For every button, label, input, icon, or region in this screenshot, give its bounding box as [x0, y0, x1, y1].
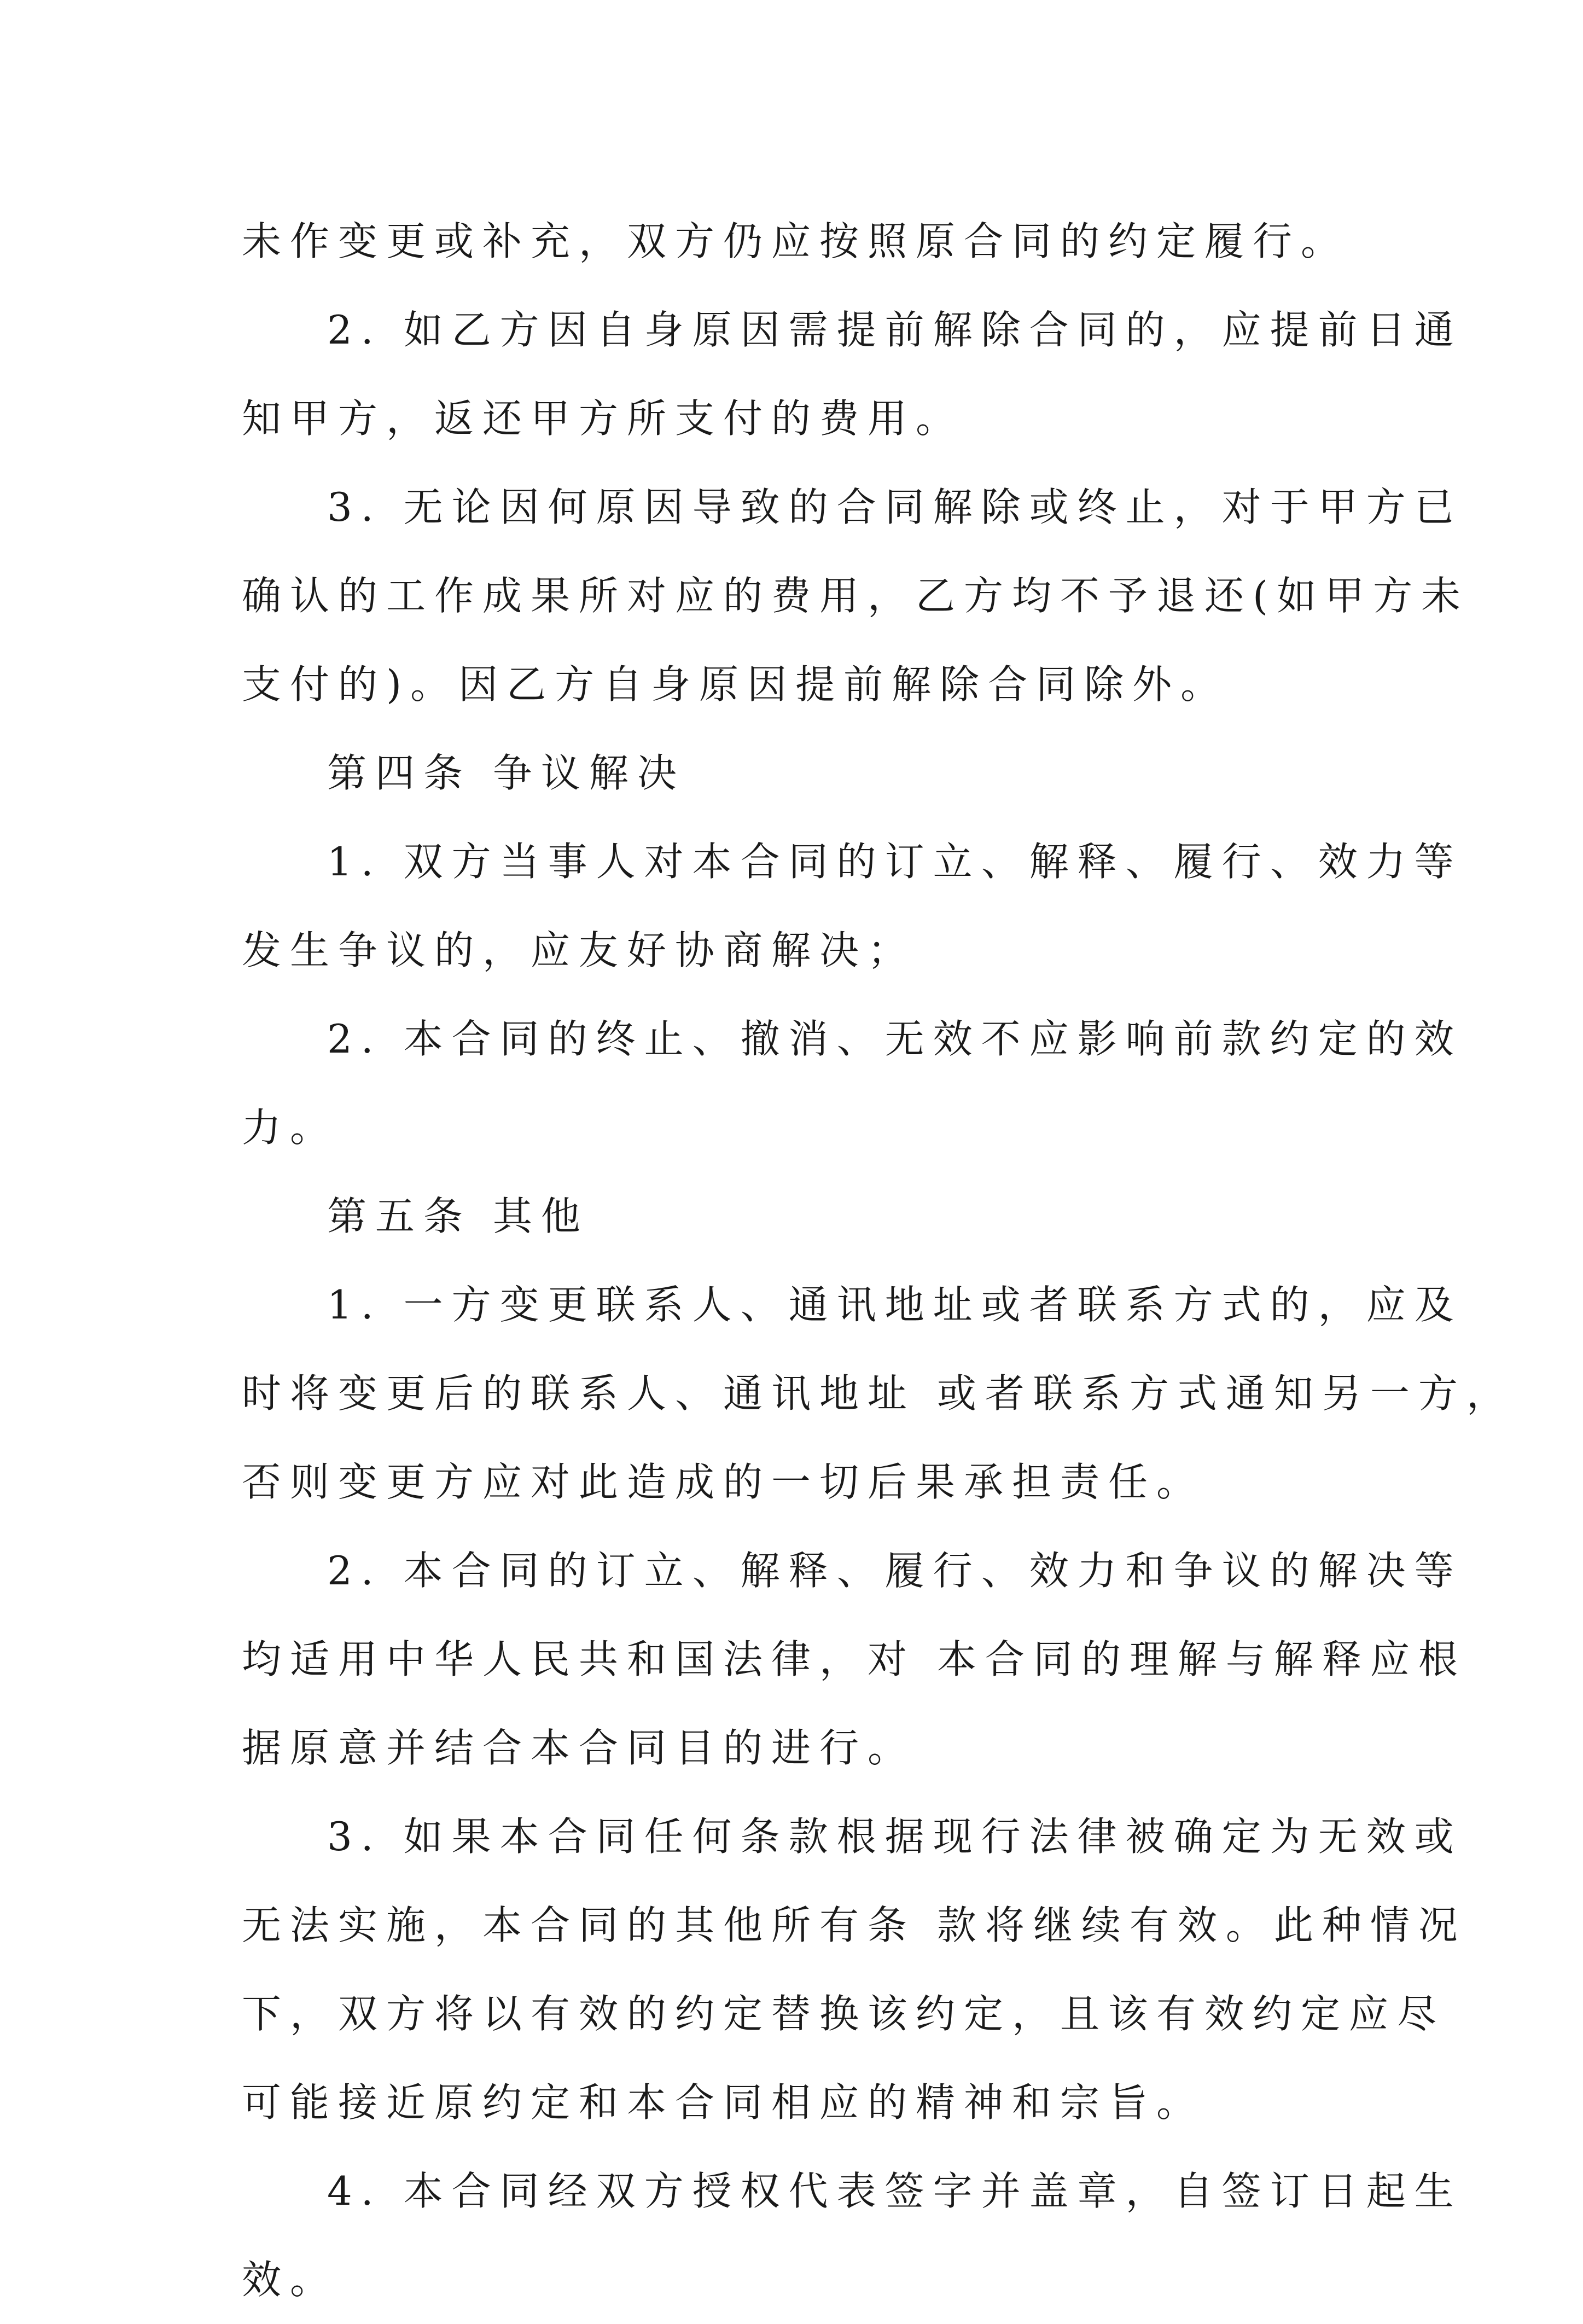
text-line: 知甲方，返还甲方所支付的费用。 [242, 396, 964, 441]
clause-5-2: 2. 本合同的订立、解释、履行、效力和争议的解决等 [327, 1548, 1463, 1594]
contract-body [242, 197, 1515, 2324]
text-line: 否则变更方应对此造成的一切后果承担责任。 [242, 1459, 1205, 1505]
text-line: 支付的)。因乙方自身原因提前解除合同除外。 [242, 661, 1229, 707]
text-line: 未作变更或补充，双方仍应按照原合同的约定履行。 [242, 218, 1349, 264]
text-line: 均适用中华人民共和国法律，对 本合同的理解与解释应根 [242, 1636, 1466, 1682]
text-line: 效。 [242, 2257, 339, 2303]
text-line: 据原意并结合本合同目的进行。 [242, 1725, 916, 1771]
clause-5-3: 3. 如果本合同任何条款根据现行法律被确定为无效或 [327, 1814, 1463, 1860]
text-line: 无法实施，本合同的其他所有条 款将继续有效。此种情况 [242, 1902, 1466, 1948]
article-5-heading: 第五条 其他 [327, 1193, 589, 1239]
clause-5-4: 4. 本合同经双方授权代表签字并盖章，自签订日起生 [327, 2168, 1463, 2214]
clause-4-1: 1. 双方当事人对本合同的订立、解释、履行、效力等 [327, 839, 1463, 885]
clause-4-2: 2. 本合同的终止、撤消、无效不应影响前款约定的效 [327, 1016, 1463, 1062]
text-line: 发生争议的，应友好协商解决； [242, 927, 916, 973]
clause-3-3: 3. 无论因何原因导致的合同解除或终止，对于甲方已 [327, 484, 1463, 530]
article-4-heading: 第四条 争议解决 [327, 750, 685, 796]
text-line: 可能接近原约定和本合同相应的精神和宗旨。 [242, 2079, 1205, 2125]
clause-5-1: 1. 一方变更联系人、通讯地址或者联系方式的，应及 [327, 1282, 1463, 1328]
text-line: 下，双方将以有效的约定替换该约定，且该有效约定应尽 [242, 1991, 1446, 2037]
text-line: 时将变更后的联系人、通讯地址 或者联系方式通知另一方， [242, 1370, 1515, 1416]
clause-3-2: 2. 如乙方因自身原因需提前解除合同的，应提前日通 [327, 307, 1463, 353]
text-line: 力。 [242, 1105, 339, 1151]
text-line: 确认的工作成果所对应的费用，乙方均不予退还(如甲方未 [242, 573, 1470, 619]
